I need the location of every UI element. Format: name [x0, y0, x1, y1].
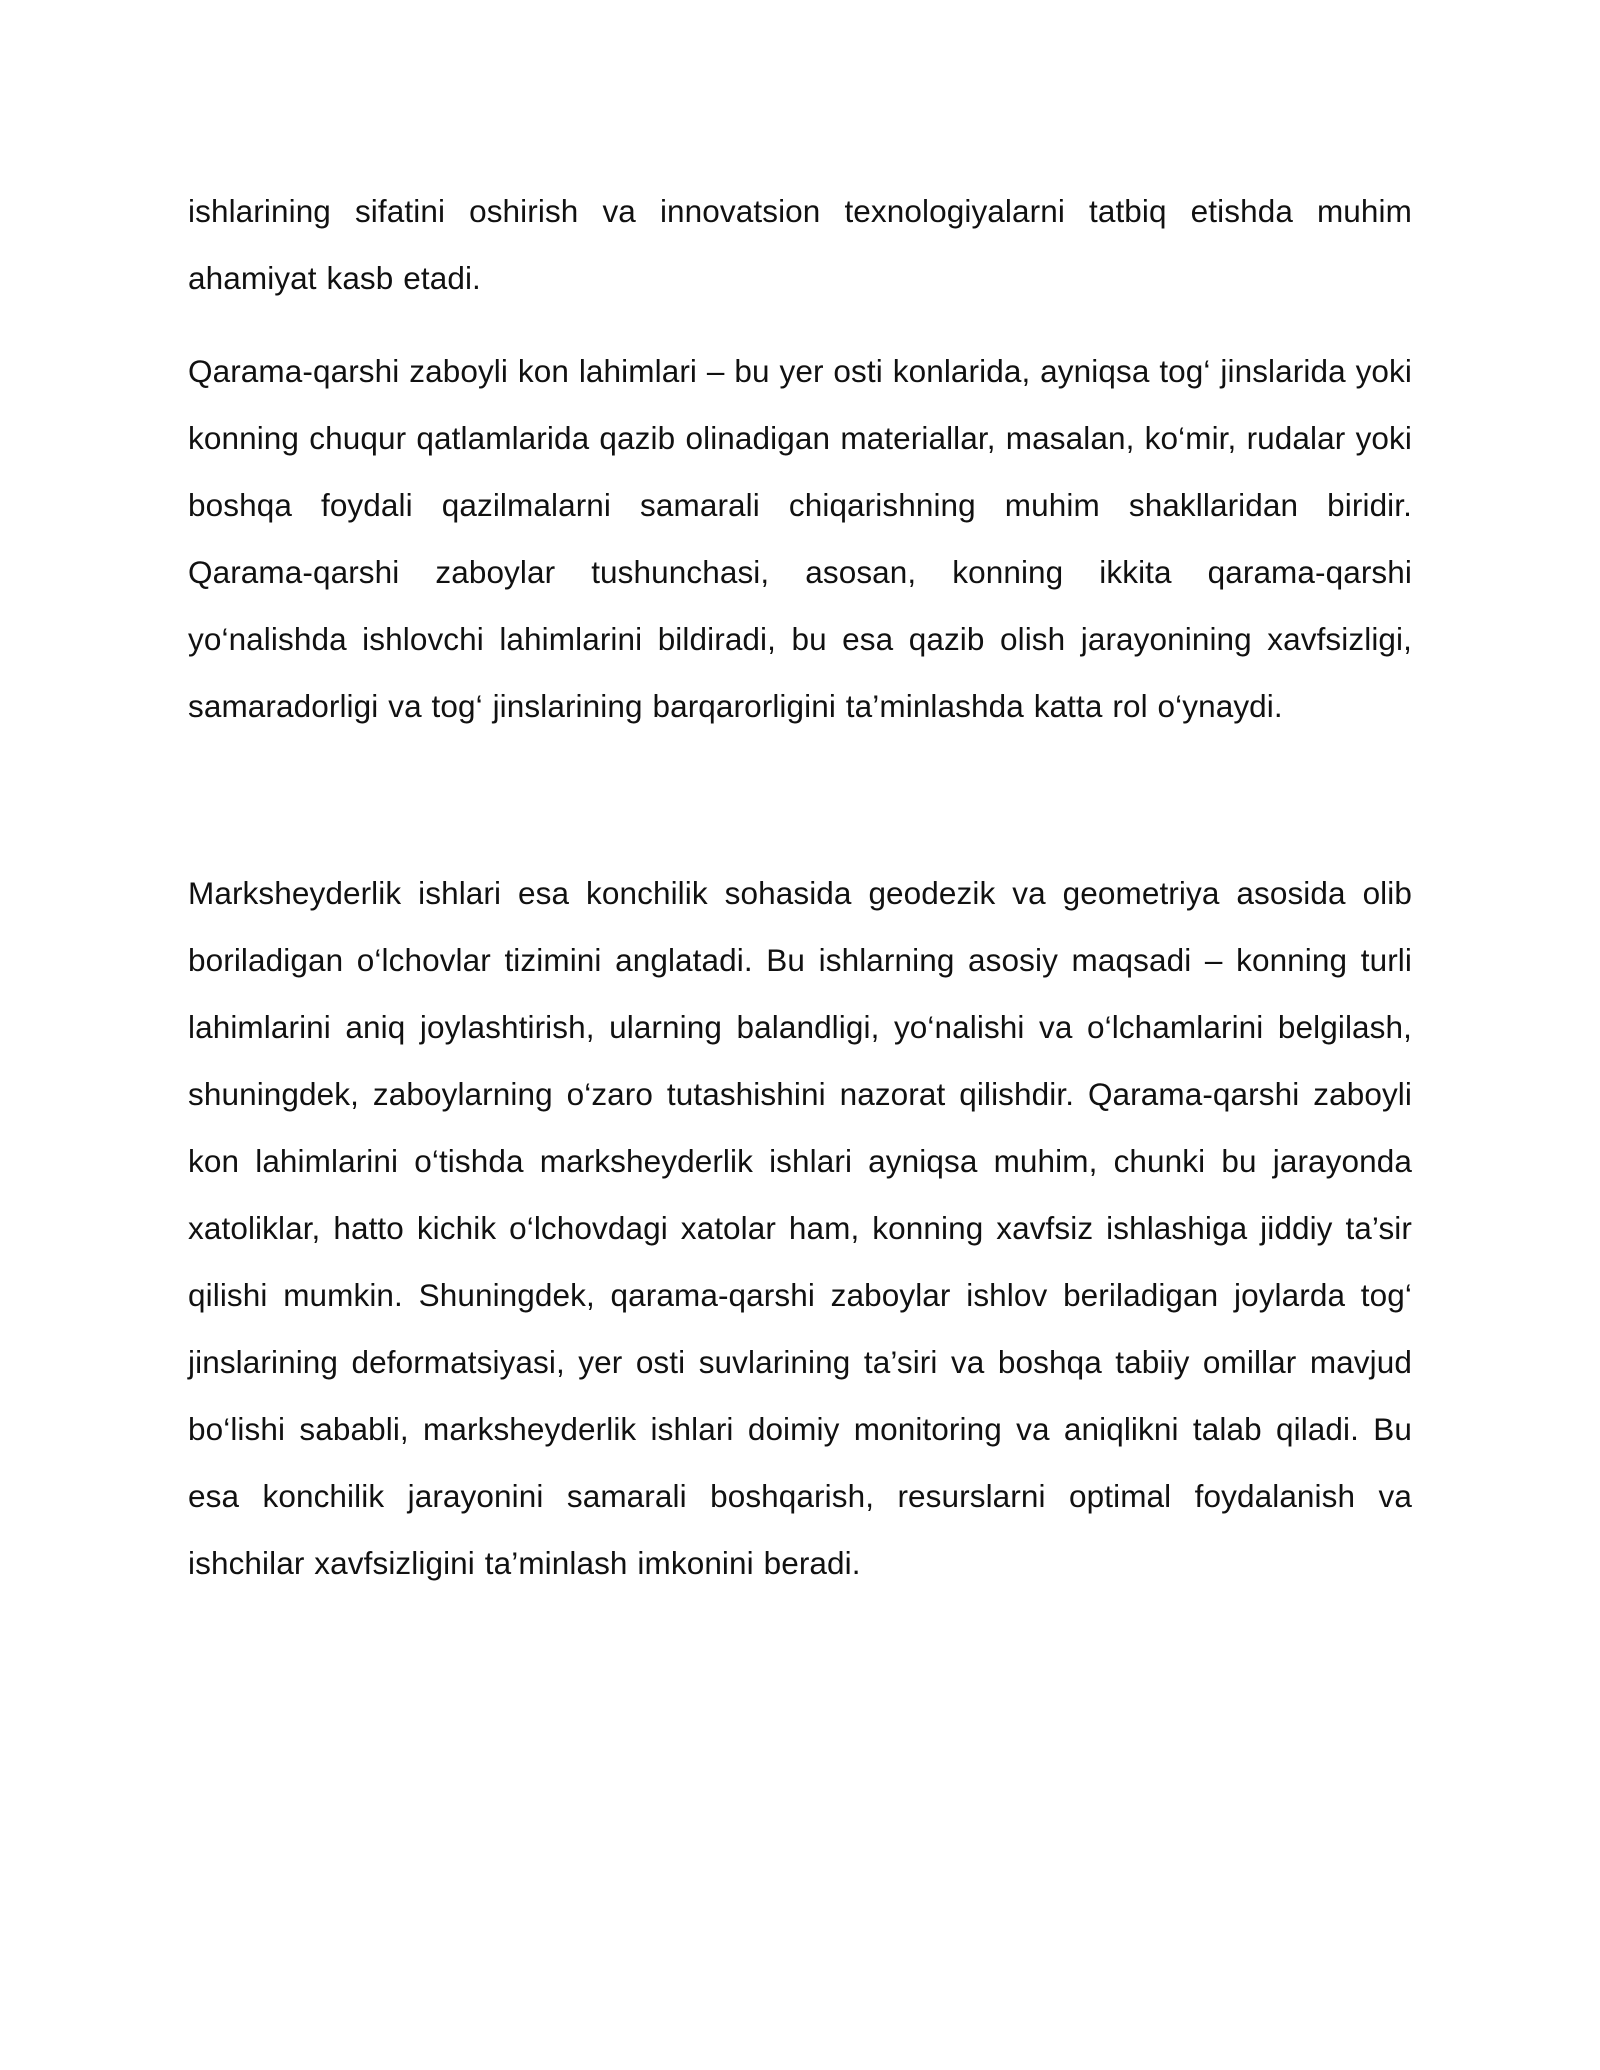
paragraph-mine-surveying: Marksheyderlik ishlari esa konchilik sohasida geodezik va geometriya asosida olib boriladigan o‘lchovlar tizimini anglatadi. Bu ishlarning asosiy maqsadi – konning turli lahimlarini aniq joylashtirish, ularning balandligi, yo‘nalishi va o‘lchamlarini belgilash, shuningdek, zaboylarning o‘zaro tutashishini nazorat qilishdir. Qarama-qarshi zaboyli kon lahimlarini o‘tishda marksheyderlik ishlari ayniqsa muhim, chunki bu jarayonda xatoliklar, hatto kichik o‘lchovdagi xatolar ham, konning xavfsiz ishlashiga jiddiy ta’sir qilishi mumkin. Shuningdek, qarama-qarshi zaboylar ishlov beriladigan joylarda tog‘ jinslarining deformatsiyasi, yer osti suvlarining ta’siri va boshqa tabiiy omillar mavjud bo‘lishi sababli, marksheyderlik ishlari doimiy monitoring va aniqlikni talab qiladi. Bu esa konchilik jarayonini samarali boshqarish, resurslarni optimal foydalanish va ishchilar xavfsizligini ta’minlash imkonini beradi.	[188, 875, 1412, 1581]
paragraph-opposing-faces: Qarama-qarshi zaboyli kon lahimlari – bu yer osti konlarida, ayniqsa tog‘ jinslarida yoki konning chuqur qatlamlarida qazib olinadigan materiallar, masalan, ko‘mir, rudalar yoki boshqa foydali qazilmalarni samarali chiqarishning muhim shakllaridan biridir. Qarama-qarshi zaboylar tushunchasi, asosan, konning ikkita qarama-qarshi yo‘nalishda ishlovchi lahimlarini bildiradi, bu esa qazib olish jarayonining xavfsizligi, samaradorligi va tog‘ jinslarining barqarorligini ta’minlashda katta rol o‘ynaydi.	[188, 353, 1412, 724]
document-body	[188, 178, 1412, 1597]
paragraph-continuation: ishlarining sifatini oshirish va innovatsion texnologiyalarni tatbiq etishda muhim ahamiyat kasb etadi.	[188, 193, 1412, 296]
